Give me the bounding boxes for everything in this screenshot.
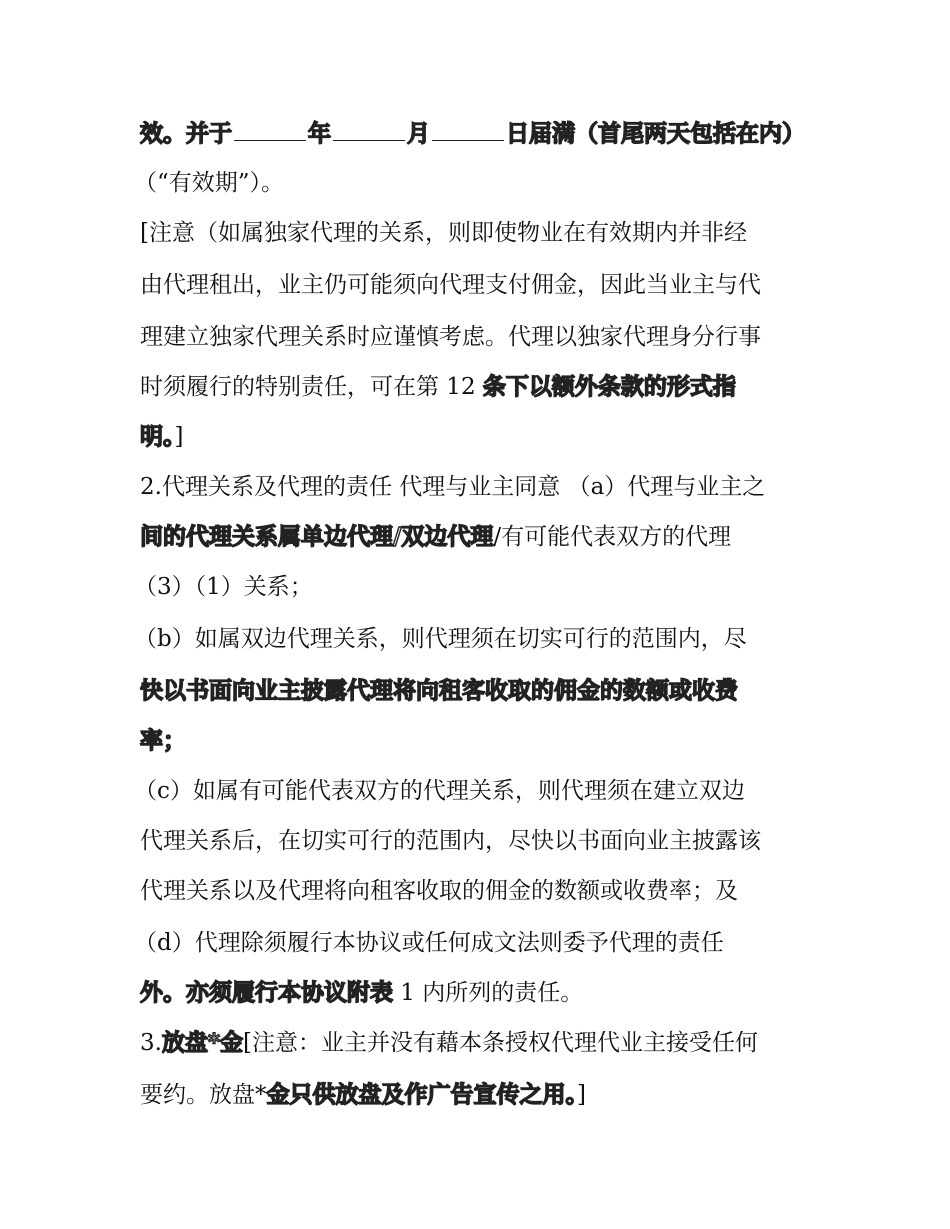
text-line-19 bbox=[140, 1028, 758, 1058]
line-20-part-c: ] bbox=[577, 1082, 586, 1108]
line-9-part-b: /有可能代表双方的代理 bbox=[493, 524, 732, 550]
text-line-16: 代理关系以及代理将向租客收取的佣金的数额或收费率；及 bbox=[140, 878, 738, 904]
line-19-part-c: [注意：业主并没有藉本条授权代理代业主接受任何 bbox=[242, 1030, 758, 1056]
line-6-part-a: 时须履行的特别责任，可在第 12 bbox=[140, 374, 483, 400]
line-6-part-b: 条下以额外条款的形式指 bbox=[482, 374, 736, 400]
text-line-7 bbox=[140, 422, 183, 452]
text-line-4: 由代理租出，业主仍可能须向代理支付佣金，因此当业主与代 bbox=[140, 272, 761, 298]
line-20-part-b: 金只供放盘及作广告宣传之用。 bbox=[266, 1082, 577, 1108]
line-7-part-b: ] bbox=[174, 424, 184, 450]
text-line-14: （c）如属有可能代表双方的代理关系，则代理须在建立双边 bbox=[134, 778, 745, 804]
blank-month-field bbox=[333, 118, 405, 141]
blank-year-field bbox=[234, 118, 306, 141]
line-7-part-a: 明。 bbox=[140, 424, 175, 450]
line-20-part-a: 要约。放盘* bbox=[140, 1082, 267, 1108]
line-19-part-a: 3. bbox=[140, 1030, 162, 1056]
text-line-10: （3）（1）关系； bbox=[134, 574, 313, 600]
text-line-17: （d）代理除须履行本协议或任何成文法则委予代理的责任 bbox=[134, 930, 724, 956]
line-18-part-b: 1 内所列的责任。 bbox=[393, 980, 584, 1006]
line-9-part-a: 间的代理关系属单边代理/双边代理 bbox=[140, 524, 494, 550]
text-line-6 bbox=[140, 372, 736, 402]
line-1-part-a: 效。并于 bbox=[140, 121, 232, 147]
text-line-9 bbox=[140, 522, 731, 552]
month-label: 月 bbox=[407, 121, 430, 147]
line-18-part-a: 外。亦须履行本协议附表 bbox=[140, 980, 393, 1006]
year-label: 年 bbox=[308, 121, 331, 147]
text-line-18 bbox=[140, 978, 583, 1008]
line-19-part-b: 放盘*金 bbox=[161, 1030, 243, 1056]
text-line-8: 2.代理关系及代理的责任 代理与业主同意 （a）代理与业主之 bbox=[140, 474, 766, 500]
text-line-3: [注意（如属独家代理的关系，则即使物业在有效期内并非经 bbox=[140, 220, 747, 246]
text-line-13: 率； bbox=[140, 728, 186, 754]
line-1-part-d: 日届满（首尾两天包括在内） bbox=[506, 121, 805, 147]
text-line-20 bbox=[140, 1080, 586, 1110]
text-line-11: （b）如属双边代理关系，则代理须在切实可行的范围内，尽 bbox=[134, 626, 747, 652]
text-line-15: 代理关系后，在切实可行的范围内，尽快以书面向业主披露该 bbox=[140, 828, 761, 854]
blank-day-field bbox=[432, 118, 504, 141]
text-line-12: 快以书面向业主披露代理将向租客收取的佣金的数额或收费 bbox=[140, 678, 738, 704]
text-line-1 bbox=[140, 118, 805, 149]
text-line-5: 理建立独家代理关系时应谨慎考虑。代理以独家代理身分行事 bbox=[140, 324, 761, 350]
text-line-2: （“有效期”）。 bbox=[134, 170, 285, 196]
